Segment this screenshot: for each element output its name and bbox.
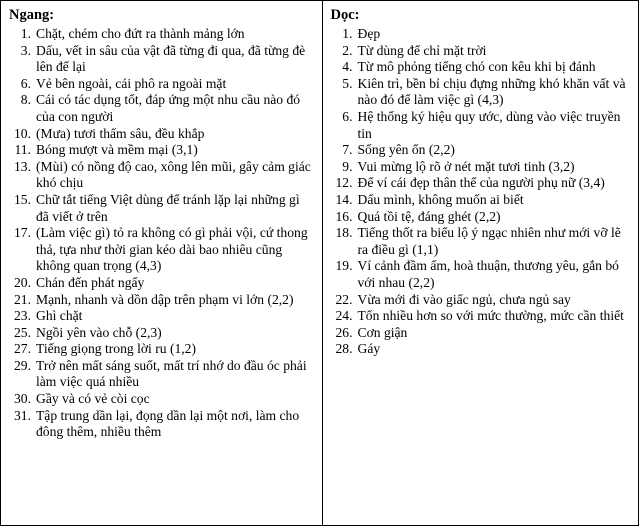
clue-text: Ngồi yên vào chỗ (2,3) [36, 324, 162, 340]
clue-number: 16. [335, 208, 353, 224]
list-item [331, 142, 633, 159]
clue-text: Ví cảnh đầm ấm, hoà thuận, thương yêu, gắn bó với nhau (2,2) [357, 258, 619, 290]
list-item [9, 341, 316, 358]
clue-number: 14. [335, 191, 353, 207]
list-item [9, 408, 316, 441]
clue-number: 8. [20, 92, 31, 108]
clue-number: 20. [14, 274, 31, 290]
clue-text: Từ dùng để chỉ mặt trời [357, 42, 487, 58]
list-item [331, 341, 633, 358]
clue-text: (Mùi) có nồng độ cao, xông lên mũi, gây cảm giác khó chịu [36, 158, 311, 191]
clue-number: 1. [342, 26, 353, 41]
clue-number: 1. [20, 26, 31, 41]
clue-text: Hệ thống ký hiệu quy ước, dùng vào việc truyền tin [357, 108, 621, 141]
clue-number: 6. [20, 75, 31, 91]
list-item [9, 358, 316, 391]
clue-text: Ghì chặt [36, 308, 83, 324]
clue-text: Dấu, vết in sâu của vật đã từng đi qua, đã từng đè lên để lại [36, 42, 306, 75]
list-item [331, 292, 633, 309]
clue-number: 27. [14, 341, 31, 357]
clue-number: 18. [335, 225, 353, 241]
list-item [331, 325, 633, 342]
clue-text: Gầy và có vẻ còi cọc [36, 391, 150, 407]
clue-number: 19. [335, 258, 353, 274]
list-item [331, 59, 633, 76]
clue-text: Tiếng thốt ra biểu lộ ý ngạc nhiên như mới vỡ lẽ ra điều gì (1,1) [357, 225, 621, 257]
list-item [9, 325, 316, 342]
list-item [331, 26, 633, 43]
list-item [331, 192, 633, 209]
clue-text: Tốn nhiều hơn so với mức thường, mức cần thiết [357, 308, 624, 324]
clue-text: Mạnh, nhanh và dồn dập trên phạm vi lớn (2,2) [36, 291, 294, 307]
clue-text: Vẻ bên ngoài, cái phô ra ngoài mặt [36, 75, 227, 91]
clue-number: 13. [14, 158, 31, 174]
clue-text: Cái có tác dụng tốt, đáp ứng một nhu cầu nào đó của con người [36, 92, 301, 124]
clue-text: Tập trung dần lại, đọng dần lại một nơi, làm cho đông thêm, nhiều thêm [36, 407, 300, 440]
list-item [9, 225, 316, 275]
list-item [331, 209, 633, 226]
list-item [331, 258, 633, 291]
clue-number: 21. [14, 291, 31, 307]
down-heading: Dọc: [330, 7, 360, 23]
clue-number: 24. [335, 308, 353, 324]
list-item [9, 126, 316, 143]
clue-text: Chữ tắt tiếng Việt dùng để tránh lặp lại những gì đã viết ở trên [36, 191, 300, 224]
clue-number: 5. [342, 75, 353, 91]
list-item [9, 76, 316, 93]
clue-number: 2. [342, 42, 353, 58]
clue-number: 22. [335, 291, 353, 307]
across-clues-column [1, 1, 323, 525]
list-item [331, 225, 633, 258]
clue-number: 12. [335, 175, 353, 191]
list-item [331, 76, 633, 109]
clue-text: Chặt, chém cho đứt ra thành mảng lớn [36, 26, 245, 41]
clue-text: (Làm việc gì) tỏ ra không có gì phải vội, cứ thong thả, tựa như thời gian kéo dài bao nhiêu cũng không quan trọng (4,3) [36, 225, 308, 274]
clue-number: 31. [14, 407, 31, 423]
list-item [9, 192, 316, 225]
clue-text: Gáy [357, 341, 381, 357]
list-item [331, 159, 633, 176]
list-item [9, 292, 316, 309]
clue-number: 26. [335, 324, 353, 340]
list-item [331, 109, 633, 142]
clue-number: 25. [14, 324, 31, 340]
clue-number: 29. [14, 357, 31, 373]
clue-text: Bóng mượt và mềm mại (3,1) [36, 142, 198, 158]
list-item [9, 142, 316, 159]
list-item [331, 308, 633, 325]
clue-number: 3. [20, 42, 31, 58]
clue-text: Cơn giận [357, 324, 408, 340]
list-item [9, 26, 316, 43]
clue-text: Quá tồi tệ, đáng ghét (2,2) [357, 208, 501, 224]
clue-text: Sống yên ổn (2,2) [357, 142, 455, 158]
clue-number: 15. [14, 191, 31, 207]
clue-number: 28. [335, 341, 353, 357]
clue-number: 7. [342, 142, 353, 158]
clue-text: Kiên trì, bền bỉ chịu đựng những khó khăn vất và nào đó để làm việc gì (4,3) [357, 75, 626, 108]
list-item [9, 92, 316, 125]
clue-text: Để ví cái đẹp thân thể của người phụ nữ (3,4) [357, 175, 605, 191]
clue-text: Vừa mới đi vào giấc ngủ, chưa ngủ say [357, 291, 571, 307]
clue-number: 9. [342, 158, 353, 174]
down-clues-column [323, 1, 639, 525]
clue-text: Chán đến phát ngấy [36, 274, 145, 290]
list-item [331, 43, 633, 60]
clue-number: 11. [14, 142, 31, 158]
clue-number: 17. [14, 225, 31, 241]
down-clue-list [331, 26, 633, 358]
clue-number: 23. [14, 308, 31, 324]
list-item [9, 43, 316, 76]
clue-text: Tiếng giọng trong lời ru (1,2) [36, 341, 196, 357]
clue-text: (Mưa) tươi thấm sâu, đều khắp [36, 125, 205, 141]
list-item [9, 308, 316, 325]
clue-number: 6. [342, 108, 353, 124]
clue-number: 4. [342, 59, 353, 75]
across-clue-list [9, 26, 316, 441]
across-heading: Ngang: [9, 7, 55, 23]
list-item [331, 175, 633, 192]
clue-number: 30. [14, 391, 31, 407]
list-item [9, 275, 316, 292]
clue-number: 10. [14, 125, 31, 141]
list-item [9, 159, 316, 192]
clue-text: Vui mừng lộ rõ ở nét mặt tươi tinh (3,2) [357, 158, 575, 174]
clue-text: Dấu mình, không muốn ai biết [357, 191, 524, 207]
list-item [9, 391, 316, 408]
clue-text: Trở nên mất sáng suốt, mất trí nhớ do đầu óc phải làm việc quá nhiều [36, 357, 307, 390]
clue-text: Đẹp [357, 26, 381, 41]
clue-text: Từ mô phỏng tiếng chó con kêu khi bị đánh [357, 59, 596, 75]
